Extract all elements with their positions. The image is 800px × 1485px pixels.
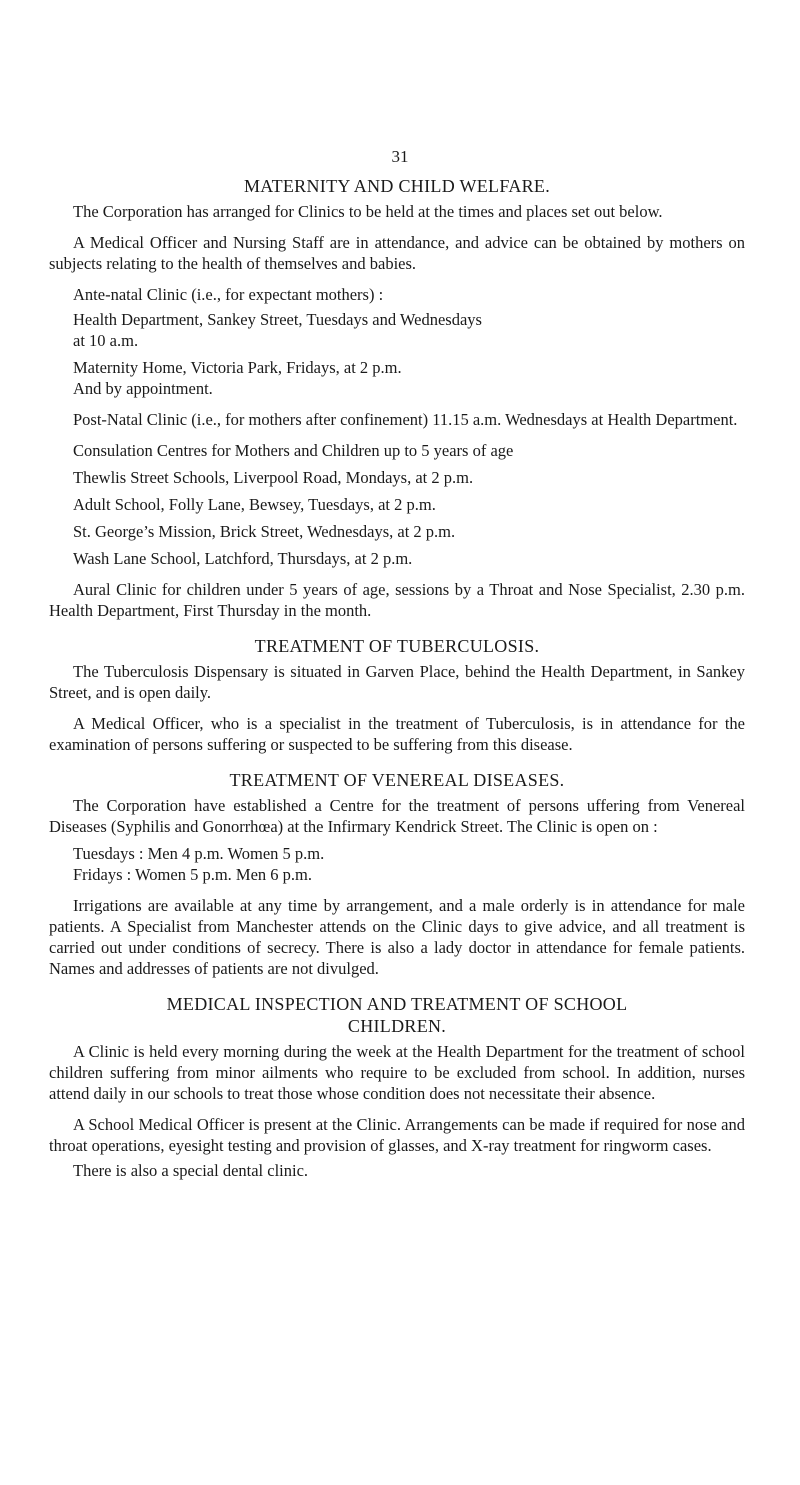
venereal-schedule <box>49 843 745 885</box>
centre-item: Thewlis Street Schools, Liverpool Road, Mondays, at 2 p.m. <box>73 468 474 487</box>
antenatal-line: Maternity Home, Victoria Park, Fridays, at 2 p.m. <box>73 358 402 377</box>
antenatal-line: Health Department, Sankey Street, Tuesdays and Wednesdays <box>73 310 482 329</box>
schedule-line: Fridays : Women 5 p.m. Men 6 p.m. <box>73 865 312 884</box>
aural-clinic-paragraph: Aural Clinic for children under 5 years of age, sessions by a Throat and Nose Specialist, 2.30 p.m. Health Department, First Thursday in the month. <box>49 580 745 620</box>
school-heading-line2: CHILDREN. <box>347 1016 447 1036</box>
antenatal-intro: Ante-natal Clinic (i.e., for expectant mothers) : <box>73 285 384 304</box>
antenatal-line: at 10 a.m. <box>73 331 139 350</box>
tuberculosis-officer-paragraph: A Medical Officer, who is a specialist in the treatment of Tuberculosis, is in attendance for the examination of persons suffering or suspected to be suffering from this disease. <box>49 714 745 754</box>
consultation-centres-list <box>49 467 745 569</box>
school-heading-line1: MEDICAL INSPECTION AND TREATMENT OF SCHOOL <box>166 994 628 1014</box>
school-clinic-paragraph: A Clinic is held every morning during the week at the Health Department for the treatment of school children suffering from minor ailments who require to be excluded from school. In addition, nurses attend daily in our schools to treat those whose condition does not necessitate their absence. <box>49 1042 745 1103</box>
section-tuberculosis <box>49 635 745 755</box>
centre-item: Adult School, Folly Lane, Bewsey, Tuesdays, at 2 p.m. <box>73 495 436 514</box>
centre-item: Wash Lane School, Latchford, Thursdays, at 2 p.m. <box>73 549 413 568</box>
centre-item: St. George’s Mission, Brick Street, Wednesdays, at 2 p.m. <box>73 522 456 541</box>
school-officer-paragraph: A School Medical Officer is present at the Clinic. Arrangements can be made if required for nose and throat operations, eyesight testing and provision of glasses, and X-ray treatment for ringworm cases. <box>49 1115 745 1155</box>
schedule-line: Tuesdays : Men 4 p.m. Women 5 p.m. <box>73 844 325 863</box>
consultation-intro: Consulation Centres for Mothers and Children up to 5 years of age <box>73 441 514 460</box>
section-venereal <box>49 769 745 979</box>
antenatal-list <box>49 309 745 399</box>
page-content <box>49 175 745 1191</box>
antenatal-line: And by appointment. <box>73 379 213 398</box>
dental-clinic-paragraph: There is also a special dental clinic. <box>73 1161 309 1180</box>
venereal-irrigations-paragraph: Irrigations are available at any time by arrangement, and a male orderly is in attendance for male patients. A Specialist from Manchester attends on the Clinic days to give advice, and all treatment is carried out under conditions of secrecy. There is also a lady doctor in attendance for female patients. Names and addresses of patients are not divulged. <box>49 896 745 978</box>
section-maternity <box>49 175 745 621</box>
tuberculosis-dispensary-paragraph: The Tuberculosis Dispensary is situated in Garven Place, behind the Health Department, in Sankey Street, and is open daily. <box>49 662 745 702</box>
venereal-centre-paragraph: The Corporation have established a Centre for the treatment of persons uffering from Venereal Diseases (Syphilis and Gonorrhœa) at the Infirmary Kendrick Street. The Clinic is open on : <box>49 796 745 836</box>
maternity-intro-paragraph: The Corporation has arranged for Clinics to be held at the times and places set out below. <box>73 202 663 221</box>
page-number: 31 <box>391 147 409 166</box>
maternity-heading: MATERNITY AND CHILD WELFARE. <box>243 176 551 196</box>
tuberculosis-heading: TREATMENT OF TUBERCULOSIS. <box>254 636 540 656</box>
maternity-staff-paragraph: A Medical Officer and Nursing Staff are in attendance, and advice can be obtained by mothers on subjects relating to the health of themselves and babies. <box>49 233 745 273</box>
venereal-heading: TREATMENT OF VENEREAL DISEASES. <box>229 770 565 790</box>
postnatal-paragraph: Post-Natal Clinic (i.e., for mothers after confinement) 11.15 a.m. Wednesdays at Health Department. <box>73 410 738 429</box>
section-school-children <box>49 993 745 1181</box>
